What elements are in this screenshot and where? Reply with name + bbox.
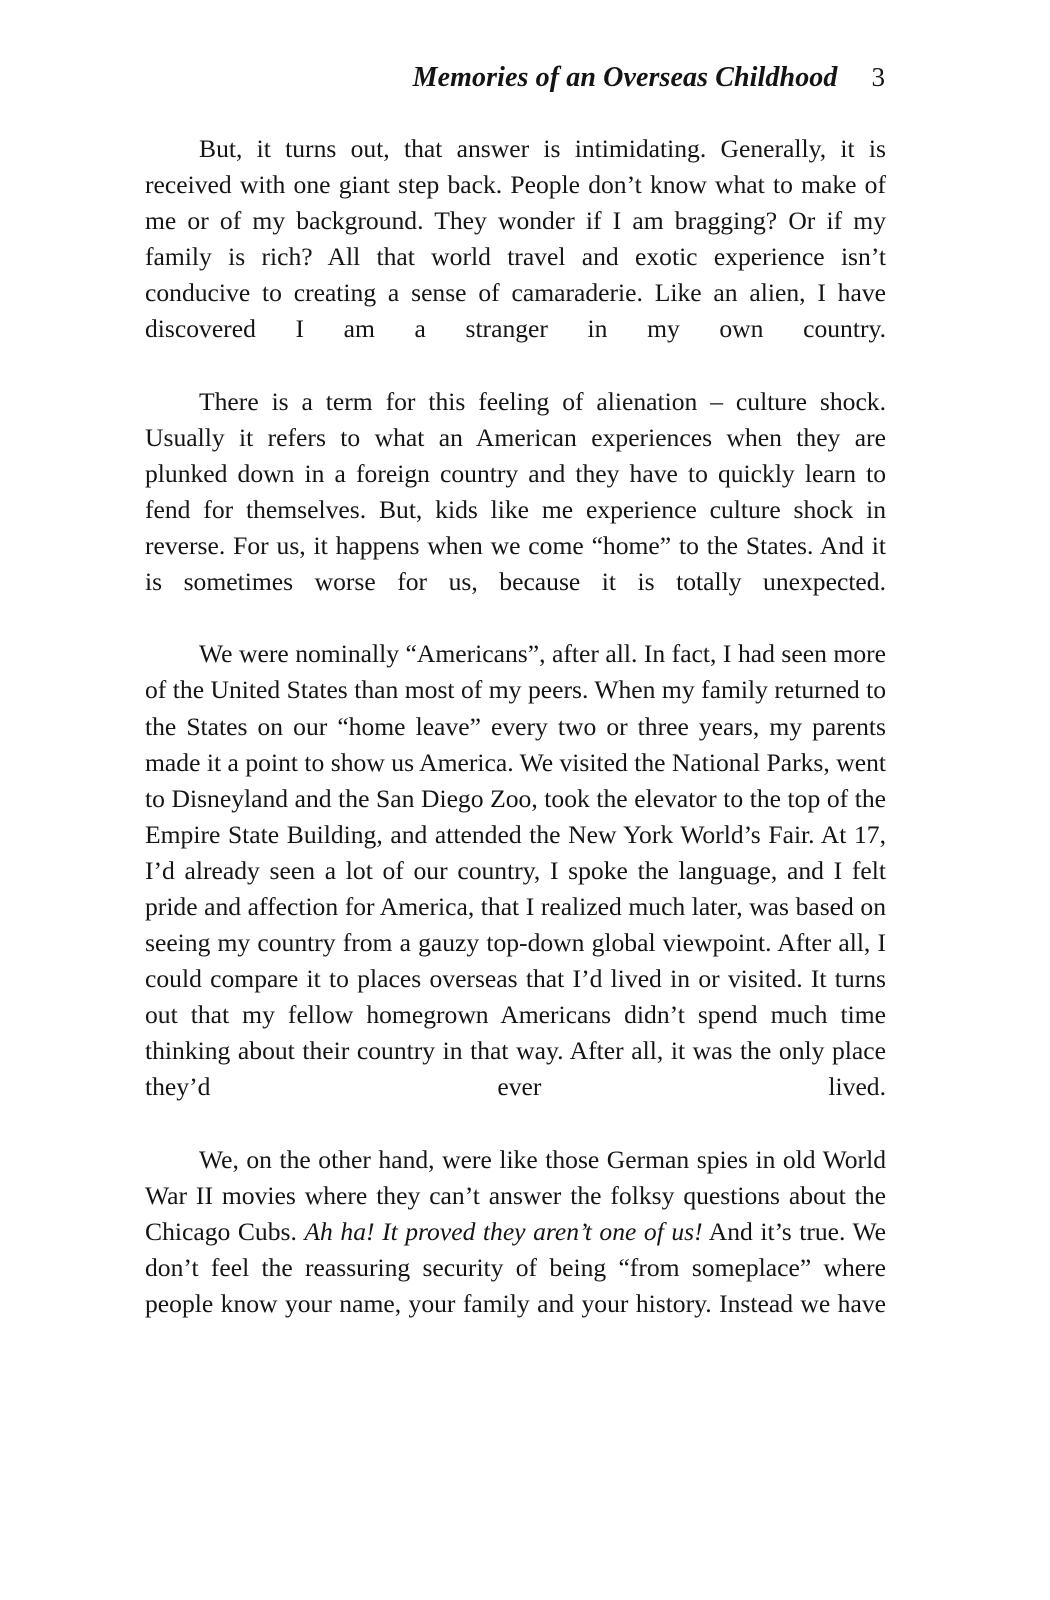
paragraph-4-emphasis: Ah ha! It proved they aren’t one of us! — [304, 1216, 703, 1246]
paragraph-1: But, it turns out, that answer is intimidating. Generally, it is received with one giant step back. People don’t know what to make of me or of my background. They wonder if I am bragging? Or if my family is rich? All that world travel and exotic experience isn’t conducive to creating a sense of camaraderie. Like an alien, I have discovered I am a stranger in my own country. — [145, 134, 886, 344]
running-head-title: Memories of an Overseas Childhood — [412, 62, 838, 93]
paragraph-4 — [145, 1142, 886, 1359]
body-text-column — [145, 131, 886, 1358]
paragraph-4-run-1: We, on the other hand, were like those German spies in old World War II movies where they can’t answer the folksy questions about the Chicago Cubs. — [145, 1144, 886, 1246]
page-number: 3 — [871, 62, 885, 92]
running-head — [145, 62, 885, 102]
paragraph-4-run-2: And it’s true. We don’t feel the reassuring security of being “from someplace” where people know your name, your family and your history. Instead we have — [145, 1216, 886, 1318]
paragraph-3: We were nominally “Americans”, after all. In fact, I had seen more of the United States than most of my peers. When my family returned to the States on our “home leave” every two or three years, my parents made it a point to show us America. We visited the National Parks, went to Disneyland and the San Diego Zoo, took the elevator to the top of the Empire State Building, and attended the New York World’s Fair. At 17, I’d already seen a lot of our country, I spoke the language, and I felt pride and affection for America, that I realized much later, was based on seeing my country from a gauzy top-down global viewpoint. After all, I could compare it to places overseas that I’d lived in or visited. It turns out that my fellow homegrown Americans didn’t spend much time thinking about their country in that way. After all, it was the only place they’d ever lived. — [145, 639, 886, 1102]
paragraph-2: There is a term for this feeling of alienation – culture shock. Usually it refers to what an American experiences when they are plunked down in a foreign country and they have to quickly learn to fend for themselves. But, kids like me experience culture shock in reverse. For us, it happens when we come “home” to the States. And it is sometimes worse for us, because it is totally unexpected. — [145, 386, 886, 597]
